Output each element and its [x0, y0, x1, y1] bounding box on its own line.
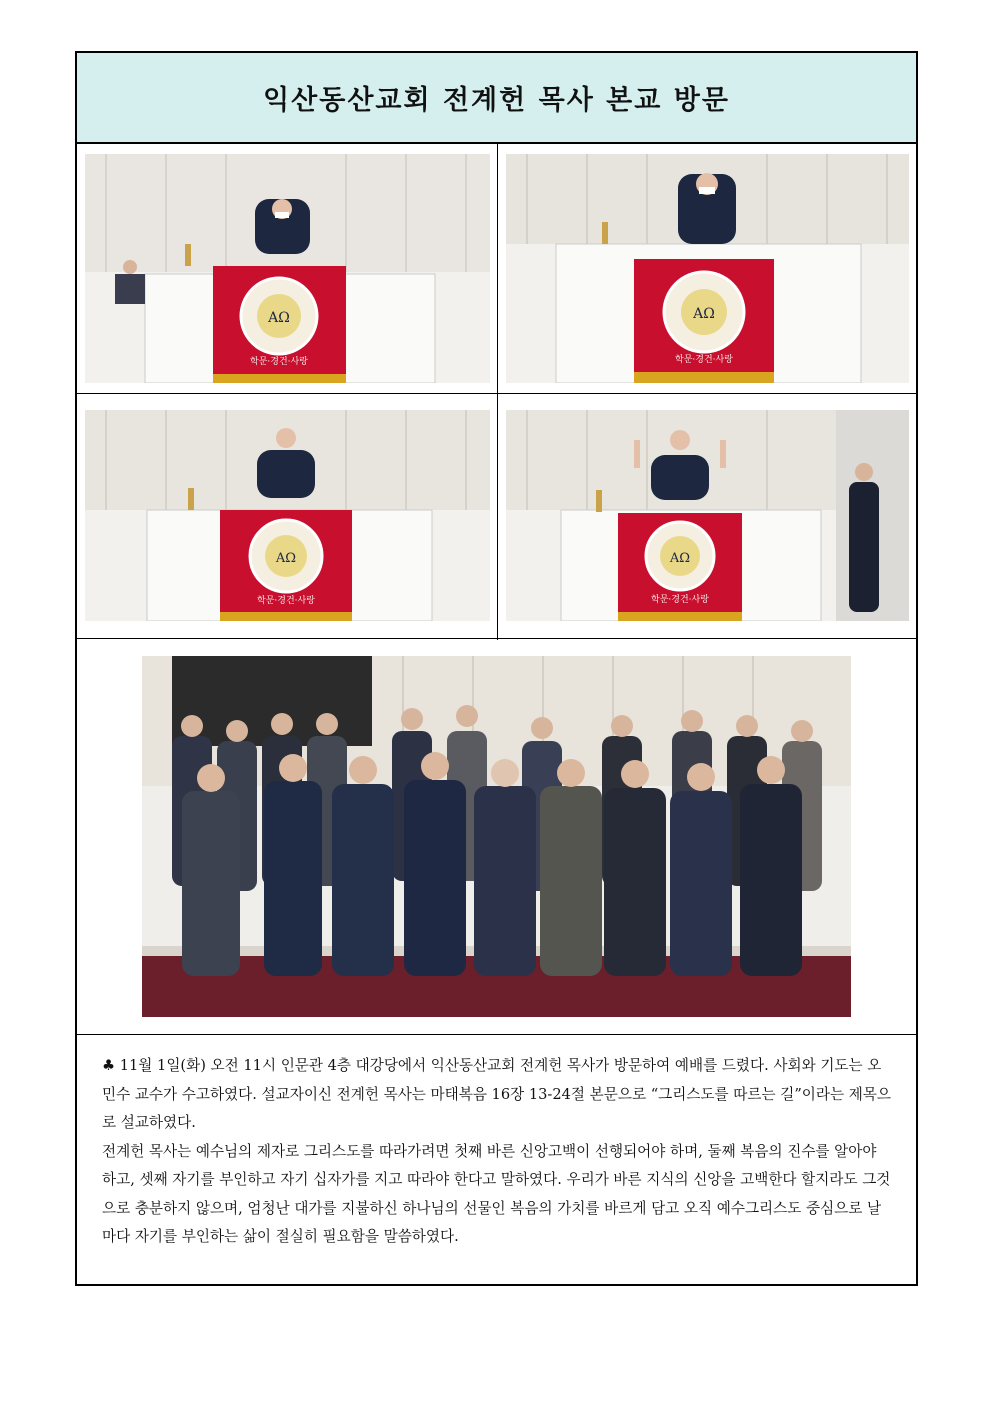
sermon-photo-2-image	[506, 154, 909, 383]
grid-divider-row3	[77, 1034, 916, 1035]
sermon-photo-4-image	[506, 410, 909, 621]
svg-text:AΩ: AΩ	[268, 310, 290, 326]
caption-paragraph-2: 전계헌 목사는 예수님의 제자로 그리스도를 따라가려면 첫째 바른 신앙고백이 선행되어야 하며, 둘째 복음의 진수를 알아야 하고, 셋째 자기를 부인하고 자기 십자가를 지고 따라야 한다고 말하였다. 우리가 바른 지식의 신앙을 고백한다 할지라도 그것으로 충분하지 않으며, 엄청난 대가를 지불하신 하나님의 선물인 복음의 가치를 바르게 담고 오직 예수그리스도 중심으로 날마다 자기를 부인하는 삶이 절실히 필요함을 말씀하였다.	[102, 1142, 891, 1245]
caption-paragraph-1-text: 11월 1일(화) 오전 11시 인문관 4층 대강당에서 익산동산교회 전계헌 목사가 방문하여 예배를 드렸다. 사회와 기도는 오민수 교수가 수고하였다. 설교자이신 전계헌 목사는 마태복음 16장 13-24절 본문으로 “그리스도를 따르는 길”이라는 제목으로 설교하였다.	[102, 1057, 891, 1131]
page-title: 익산동산교회 전계헌 목사 본교 방문	[263, 85, 730, 116]
photo-sermon-3	[85, 410, 490, 621]
group-photo-image	[142, 656, 851, 1017]
caption-text-block	[102, 1052, 892, 1252]
svg-text:학문·경건·사랑: 학문·경건·사랑	[250, 357, 308, 367]
svg-text:AΩ: AΩ	[275, 551, 297, 566]
caption-paragraph-1	[102, 1052, 892, 1138]
svg-text:AΩ: AΩ	[669, 551, 691, 566]
svg-text:학문·경건·사랑: 학문·경건·사랑	[675, 355, 733, 365]
document-frame	[75, 51, 918, 1286]
photo-sermon-4	[506, 410, 909, 621]
club-bullet-icon: ♣	[102, 1057, 116, 1074]
photo-sermon-2	[506, 154, 909, 383]
sermon-photo-1-image	[85, 154, 490, 383]
svg-text:학문·경건·사랑: 학문·경건·사랑	[257, 596, 315, 606]
grid-divider-row2	[77, 638, 916, 639]
photo-sermon-1	[85, 154, 490, 383]
grid-divider-vertical	[497, 144, 498, 640]
svg-text:AΩ: AΩ	[693, 306, 715, 322]
photo-group	[142, 656, 851, 1017]
title-row	[77, 53, 916, 144]
svg-text:학문·경건·사랑: 학문·경건·사랑	[651, 595, 709, 605]
grid-divider-row1	[77, 393, 916, 394]
sermon-photo-3-image	[85, 410, 490, 621]
